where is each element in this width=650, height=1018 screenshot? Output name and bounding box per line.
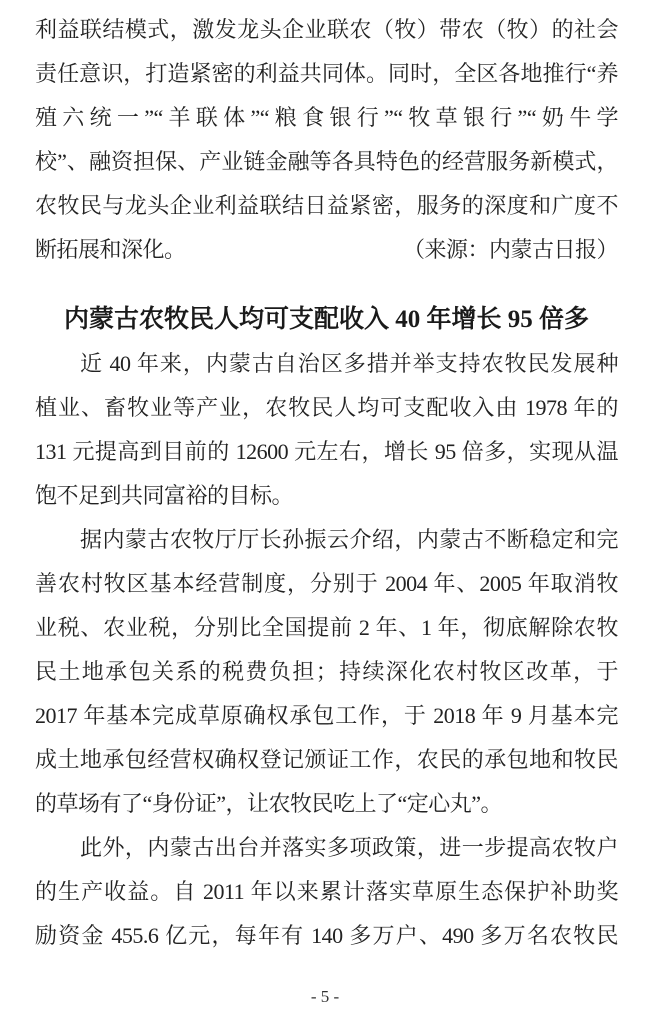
text-line: 责任意识，打造紧密的利益共同体。同时，全区各地推行“养 — [35, 61, 618, 86]
text-line: 饱不足到共同富裕的目标。 — [35, 483, 294, 508]
text-line: 校”、融资担保、产业链金融等各具特色的经营服务新模式， — [35, 149, 618, 174]
text-line: 此外，内蒙古出台并落实多项政策，进一步提高农牧户 — [80, 835, 618, 860]
text-line: 近 40 年来，内蒙古自治区多措并举支持农牧民发展种 — [80, 351, 618, 376]
page-number: - 5 - — [310, 987, 340, 1006]
text-line: 的生产收益。自 2011 年以来累计落实草原生态保护补助奖 — [35, 879, 618, 904]
text-line: 殖六统一”“羊联体”“粮食银行”“牧草银行”“奶牛学 — [35, 105, 618, 130]
text-line: 植业、畜牧业等产业，农牧民人均可支配收入由 1978 年的 — [35, 395, 618, 420]
paragraph-end-text: 断拓展和深化。 — [35, 237, 186, 262]
text-line: 利益联结模式，激发龙头企业联农（牧）带农（牧）的社会 — [35, 17, 618, 42]
document-body — [35, 8, 618, 958]
text-line: 善农村牧区基本经营制度，分别于 2004 年、2005 年取消牧 — [35, 571, 618, 596]
text-line: 业税、农业税，分别比全国提前 2 年、1 年，彻底解除农牧 — [35, 615, 618, 640]
text-line: 131 元提高到目前的 12600 元左右，增长 95 倍多，实现从温 — [35, 439, 618, 464]
source-label: （来源：内蒙古日报） — [402, 237, 618, 262]
text-line: 的草场有了“身份证”，让农牧民吃上了“定心丸”。 — [35, 791, 503, 816]
text-line: 成土地承包经营权确权登记颁证工作，农民的承包地和牧民 — [35, 747, 618, 772]
text-line: 据内蒙古农牧厅厅长孙振云介绍，内蒙古不断稳定和完 — [80, 527, 618, 552]
text-line: 2017 年基本完成草原确权承包工作，于 2018 年 9 月基本完 — [35, 703, 618, 728]
text-line — [35, 228, 618, 272]
text-line: 民土地承包关系的税费负担；持续深化农村牧区改革，于 — [35, 659, 618, 684]
text-line: 农牧民与龙头企业利益联结日益紧密，服务的深度和广度不 — [35, 193, 618, 218]
section-heading: 内蒙古农牧民人均可支配收入 40 年增长 95 倍多 — [63, 306, 589, 333]
text-line: 励资金 455.6 亿元，每年有 140 多万户、490 多万名农牧民 — [35, 923, 618, 948]
